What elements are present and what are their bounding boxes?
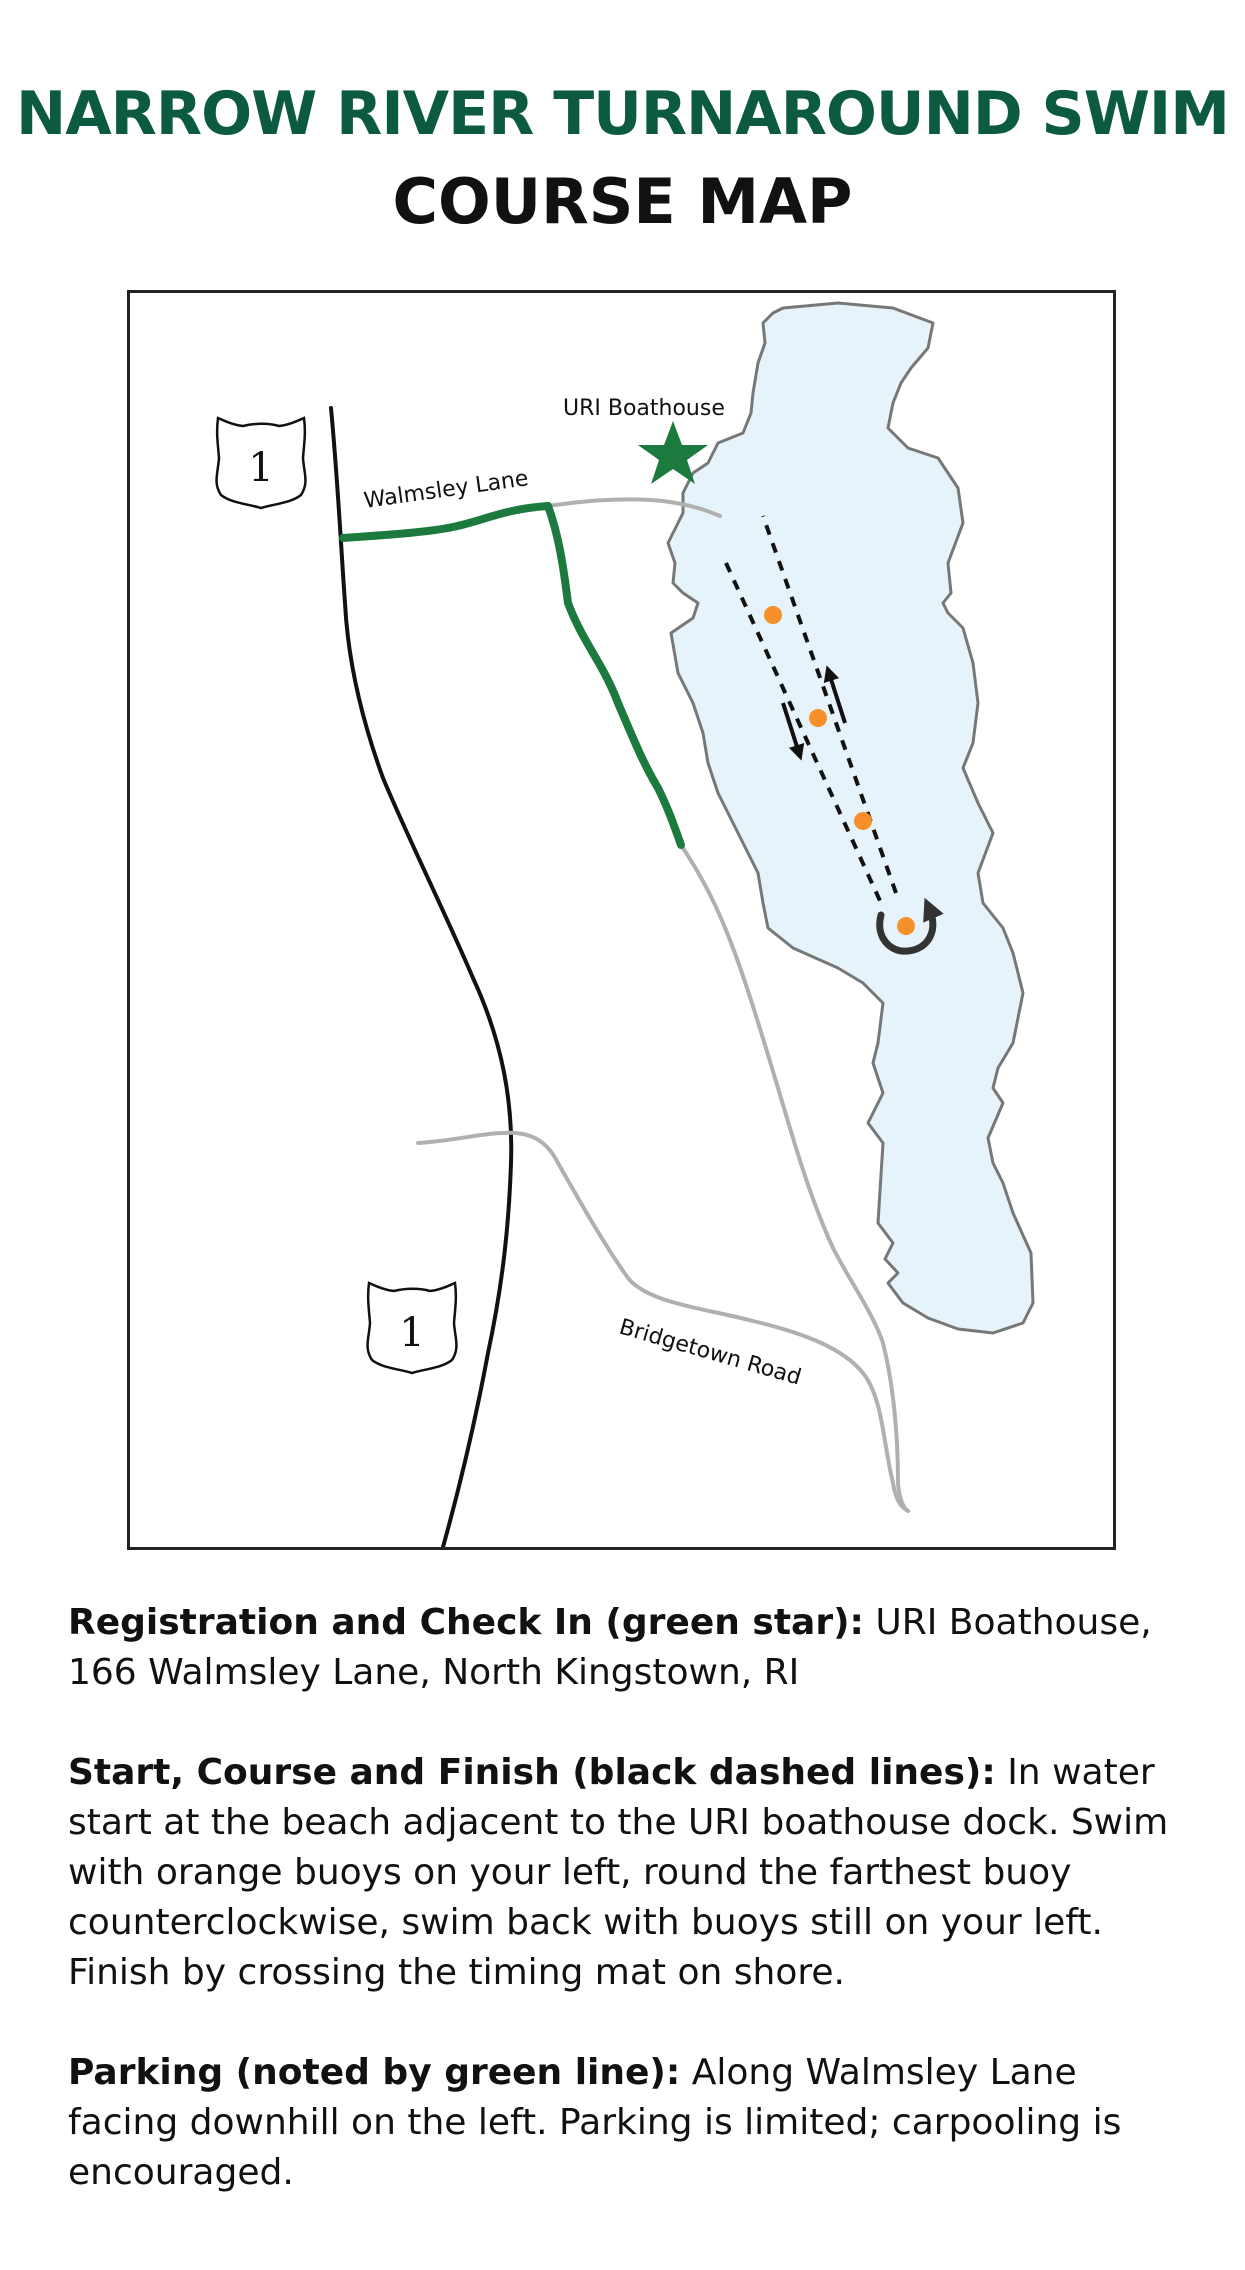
buoy-2 — [809, 709, 827, 727]
bridgetown-road-label: Bridgetown Road — [616, 1314, 804, 1391]
course-info — [68, 1598, 1198, 2248]
course-heading: Start, Course and Finish (black dashed lines): — [68, 1752, 996, 1793]
buoy-3 — [854, 812, 872, 830]
registration-heading: Registration and Check In (green star): — [68, 1602, 864, 1643]
page-subtitle: COURSE MAP — [392, 165, 853, 238]
bridgetown-road — [418, 1133, 908, 1511]
route-1-road — [331, 408, 511, 1547]
route-1-shield-bottom — [368, 1283, 457, 1373]
river-water — [668, 303, 1033, 1333]
course-text: In water start at the beach adjacent to the URI boathouse dock. Swim with orange buoys on your left, round the farthest buoy counterclockwise, swim back with buoys still on your left. Finish by crossing the timing mat on shore. — [68, 1752, 1169, 1993]
boathouse-label: URI Boathouse — [563, 396, 725, 421]
buoy-4 — [897, 917, 915, 935]
course-description — [68, 1748, 1198, 1998]
route-shield-top-number: 1 — [248, 445, 274, 491]
walmsley-lane-label: Walmsley Lane — [362, 466, 530, 514]
route-shield-bottom-number: 1 — [399, 1310, 425, 1356]
route-1-shield-top — [217, 418, 306, 508]
page-header — [0, 70, 1245, 246]
course-map — [127, 290, 1116, 1550]
page-title: NARROW RIVER TURNAROUND SWIM — [16, 79, 1229, 149]
buoy-1 — [764, 606, 782, 624]
parking-text: Along Walmsley Lane facing downhill on the left. Parking is limited; carpooling is encouraged. — [68, 2052, 1122, 2193]
parking-line — [343, 506, 681, 845]
parking-heading: Parking (noted by green line): — [68, 2052, 681, 2093]
parking-info — [68, 2048, 1198, 2198]
registration-info — [68, 1598, 1198, 1698]
registration-text: URI Boathouse, 166 Walmsley Lane, North Kingstown, RI — [68, 1602, 1152, 1693]
